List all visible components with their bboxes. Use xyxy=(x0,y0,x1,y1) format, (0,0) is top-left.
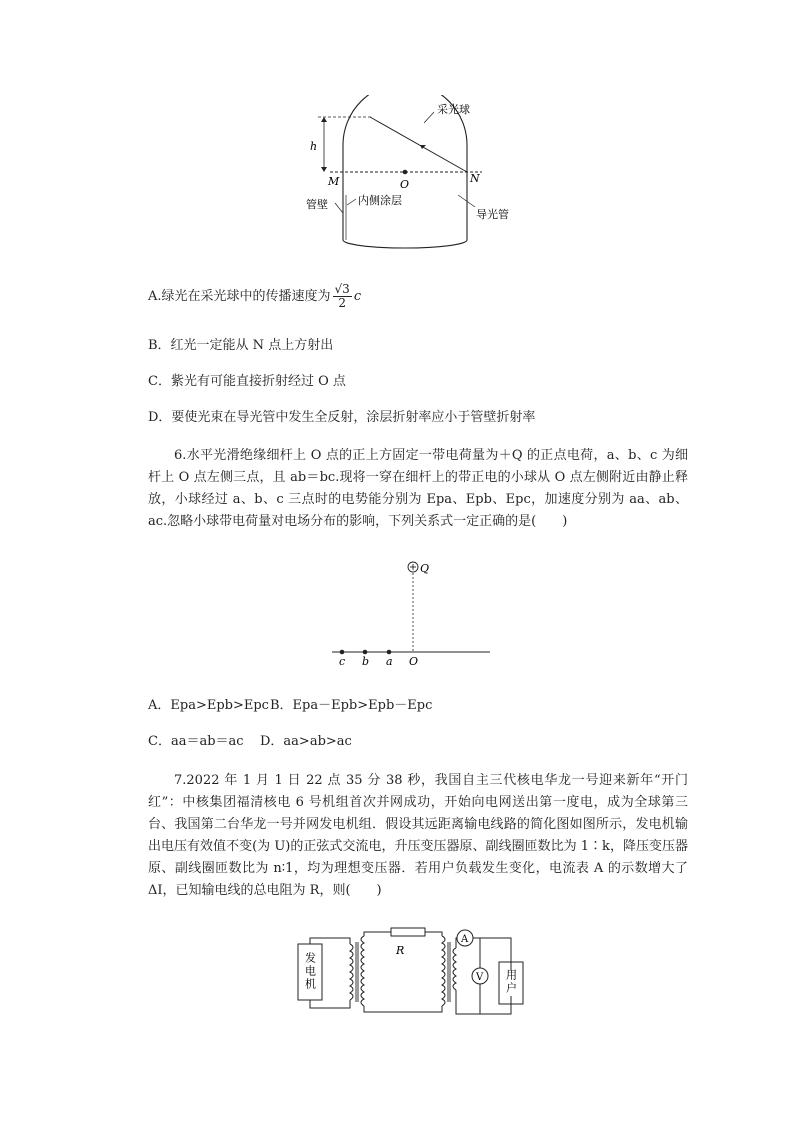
charge-rod-figure xyxy=(330,558,495,670)
q5-option-c: C．紫光有可能直接折射经过 O 点 xyxy=(148,374,346,389)
label-c: c xyxy=(339,655,346,668)
q5-option-a: A.绿光在采光球中的传播速度为 $\frac{√3}{2}$ c xyxy=(148,282,362,310)
point-b xyxy=(363,650,368,655)
label-b: b xyxy=(362,655,370,668)
light-pipe-figure xyxy=(300,95,530,255)
q7-stem: 7.2022 年 1 月 1 日 22 点 35 分 38 秒，我国自主三代核电华龙一号迎来新年“开门红”：中核集团福清核电 6 号机组首次并网成功，开始向电网送出第一度电，成为全球第三台、我国第二台华龙一号并网发电机组．假设其远距离输电线路的简化图如图所示，发电机输出电压有效值不变(为 U)的正弦式交流电，升压变压器原、副线圈匝数比为 1∶k，降压变压器原、副线圈匝数比为 n∶1，均为理想变压器．若用户负载发生变化，电流表 A 的示数增大了 ΔI，已知输电线的总电阻为 R，则( ) xyxy=(148,773,688,898)
label-N: N xyxy=(470,172,480,185)
step-up-primary xyxy=(350,944,353,1000)
label-nei-ce-tu-ceng: 内侧涂层 xyxy=(358,194,402,207)
generator-label: 发电机 xyxy=(303,952,317,991)
q6-stem: 6.水平光滑绝缘细杆上 O 点的正上方固定一带电荷量为＋Q 的正点电荷，a、b、c 为细杆上 O 点左侧三点，且 ab＝bc.现将一穿在细杆上的带正电的小球从 O 点左侧附近由静止释放，小球经过 a、b、c 三点时的电势能分别为 Epa、Epb、Epc，加速度分别为 aa、ab、ac.忽略小球带电荷量对电场分布的影响，下列关系式一定正确的是( ) xyxy=(148,448,688,529)
label-a: a xyxy=(386,655,393,668)
q6-option-d: D．aa>ab>ac xyxy=(260,734,352,749)
light-ray xyxy=(370,117,467,172)
transmission-circuit-figure xyxy=(296,922,526,1018)
step-down-secondary xyxy=(453,948,456,990)
point-c xyxy=(340,650,345,655)
label-O: O xyxy=(400,178,410,191)
resistor-label: R xyxy=(396,944,405,957)
label-h: h xyxy=(310,140,318,153)
q5-option-d: D．要使光束在导光管中发生全反射，涂层折射率应小于管壁折射率 xyxy=(148,410,536,425)
q6-option-b: B．Epa－Epb>Epb－Epc xyxy=(270,698,433,713)
label-cai-guang-qiu: 采光球 xyxy=(437,103,470,116)
label-M: M xyxy=(328,175,340,188)
tube-bottom xyxy=(343,240,467,248)
label-O: O xyxy=(409,655,419,668)
point-a xyxy=(387,650,392,655)
label-Q: Q xyxy=(420,562,430,575)
q6-option-a: A．Epa>Epb>Epc xyxy=(148,698,269,713)
step-down-primary xyxy=(442,936,445,1006)
center-point-O xyxy=(403,170,408,175)
q5-option-b: B．红光一定能从 N 点上方射出 xyxy=(148,338,334,353)
resistor-R xyxy=(391,928,425,936)
ammeter-label: A xyxy=(461,934,469,945)
q6-option-c: C．aa＝ab＝ac xyxy=(148,734,244,749)
user-label: 用户 xyxy=(504,969,518,995)
voltmeter-label: V xyxy=(476,972,484,983)
step-up-secondary xyxy=(361,936,364,1006)
label-guan-bi: 管壁 xyxy=(306,198,328,211)
label-dao-guang-guan: 导光管 xyxy=(476,208,509,221)
